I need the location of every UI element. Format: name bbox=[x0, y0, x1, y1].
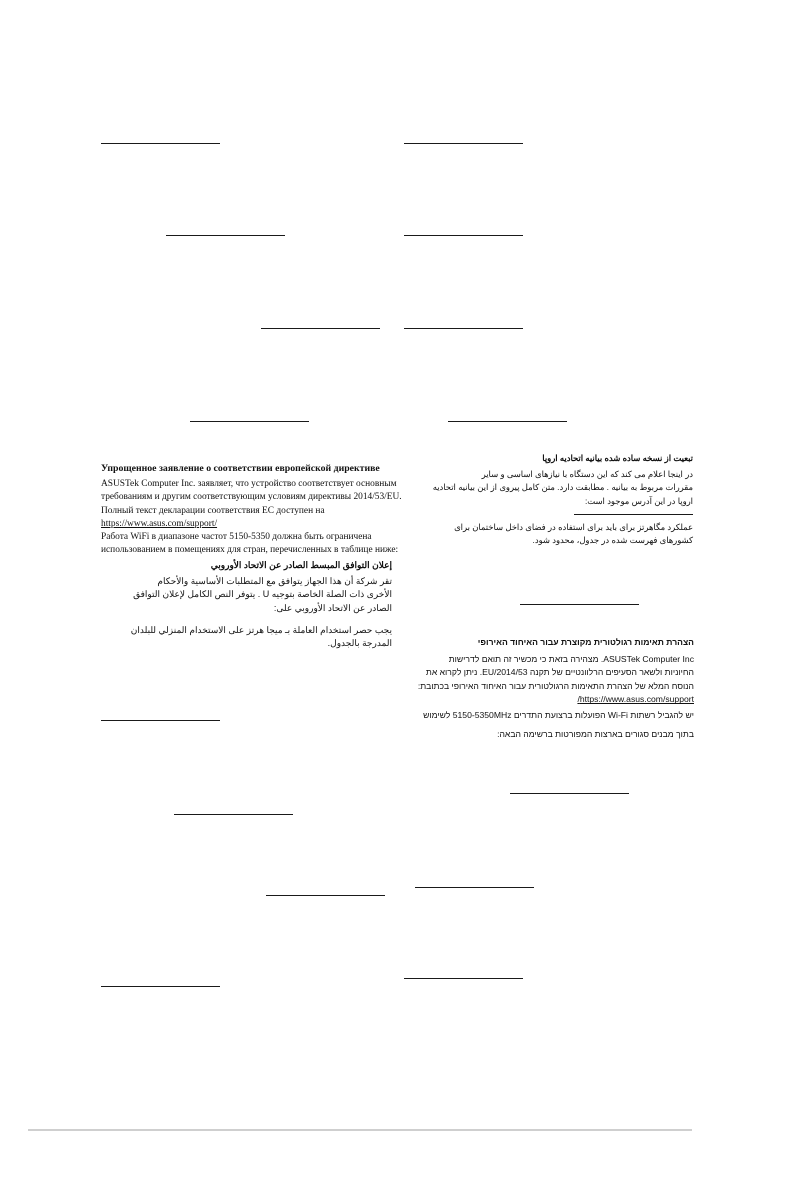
arabic-text-line: الأخرى ذات الصلة الخاصة بتوجيه U . يتوفر النص الكامل لإعلان التوافق bbox=[133, 589, 392, 600]
separator-line bbox=[101, 986, 220, 987]
russian-text-line: Работа WiFi в диапазоне частот 5150-5350 должна быть ограничена bbox=[101, 532, 372, 543]
separator-line bbox=[174, 814, 293, 815]
hebrew-support-link[interactable]: https://www.asus.com/support/ bbox=[577, 694, 694, 705]
russian-text-line: требованиям и другим соответствующим условиям директивы 2014/53/EU. bbox=[101, 492, 402, 503]
arabic-text-line: الصادر عن الاتحاد الأوروبي على: bbox=[273, 602, 392, 613]
separator-line bbox=[101, 720, 220, 721]
separator-line bbox=[101, 143, 220, 144]
separator-line bbox=[404, 328, 523, 329]
persian-text-line: کشورهای فهرست شده در جدول، محدود شود. bbox=[532, 535, 693, 546]
separator-line bbox=[510, 793, 629, 794]
spacer bbox=[101, 615, 392, 624]
arabic-declaration bbox=[101, 559, 392, 650]
persian-text-line: در اینجا اعلام می کند که این دستگاه با نیازهای اساسی و سایر bbox=[481, 469, 693, 480]
persian-declaration bbox=[398, 452, 693, 547]
separator-line bbox=[404, 143, 523, 144]
hebrew-text-line: ASUSTek Computer Inc. מצהירה בזאת כי מכשיר זה תואם לדרישות bbox=[448, 653, 694, 664]
hebrew-declaration bbox=[398, 636, 694, 741]
separator-line bbox=[190, 421, 309, 422]
persian-text-line: عملکرد مگاهرتز برای باید برای استفاده در فضای داخل ساختمان برای bbox=[454, 521, 693, 532]
separator-line bbox=[520, 604, 639, 605]
hebrew-text-line: הנוסח המלא של הצהרת התאימות הרגולטורית עבור האיחוד האירופי בכתובת: bbox=[417, 680, 694, 691]
separator-line bbox=[266, 895, 385, 896]
russian-text-line: использованием в помещениях для стран, перечисленных в таблице ниже: bbox=[101, 545, 399, 556]
hebrew-text-line: החיוניות ולשאר הסעיפים הרלוונטיים של תקנה 2014/53/EU. ניתן לקרוא את bbox=[425, 667, 694, 678]
persian-title: تبعیت از نسخه ساده شده بیانیه اتحادیه اروپا bbox=[542, 453, 693, 463]
arabic-text-line: تقر شركة أن هذا الجهاز يتوافق مع المتطلبات الأساسية والأحكام bbox=[157, 576, 392, 587]
separator-line bbox=[415, 887, 534, 888]
persian-text-line: اروپا در این آدرس موجود است: bbox=[584, 495, 693, 506]
arabic-title: إعلان التوافق المبسط الصادر عن الاتحاد الأوروبي bbox=[210, 560, 392, 570]
separator-line bbox=[404, 235, 523, 236]
russian-declaration bbox=[101, 462, 401, 557]
arabic-text-line: يجب حصر استخدام العاملة بـ ميجا هرتز على الاستخدام المنزلي للبلدان bbox=[130, 624, 392, 635]
russian-support-link[interactable]: https://www.asus.com/support/ bbox=[101, 518, 218, 529]
russian-text-line: Полный текст декларации соответствия ЕС доступен на bbox=[101, 505, 325, 516]
separator-line bbox=[404, 978, 523, 979]
separator-line bbox=[166, 235, 285, 236]
hebrew-title: הצהרת תאימות רגולטורית מקוצרת עבור האיחוד האירופי bbox=[477, 637, 694, 647]
separator-line bbox=[261, 328, 380, 329]
hebrew-text-line: יש להגביל רשתות Wi-Fi הפועלות ברצועת התדרים 5150-5350MHz לשימוש bbox=[423, 709, 694, 720]
russian-title: Упрощенное заявление о соответствии европейской директиве bbox=[101, 463, 380, 474]
arabic-text-line: المدرجة بالجدول. bbox=[327, 638, 392, 649]
russian-text-line: ASUSTek Computer Inc. заявляет, что устройство соответствует основным bbox=[101, 479, 397, 490]
footer-divider bbox=[28, 1129, 692, 1131]
hebrew-text-line: בתוך מבנים סגורים בארצות המפורטות ברשימה הבאה: bbox=[497, 728, 694, 739]
persian-text-line: مقررات مربوط به بیانیه . مطابقت دارد. متن کامل پیروی از این بیانیه اتحادیه bbox=[432, 482, 693, 493]
separator-line bbox=[448, 421, 567, 422]
separator-line bbox=[574, 514, 693, 515]
